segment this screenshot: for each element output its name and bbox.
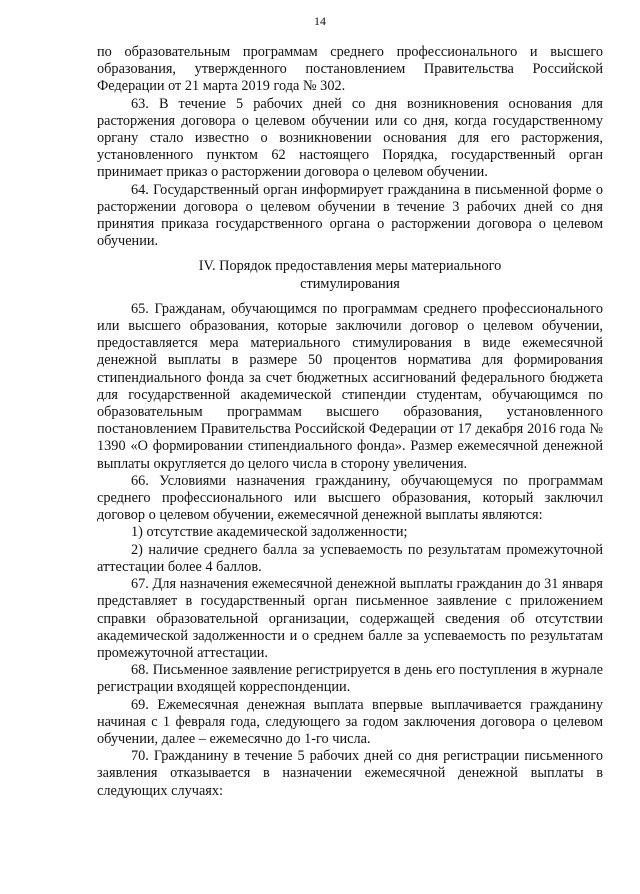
- page-number: 14: [314, 14, 326, 28]
- paragraph-68: 68. Письменное заявление регистрируется в день его поступления в журнале регистрации входящей корреспонденции.: [97, 662, 603, 696]
- list-item-2: 2) наличие среднего балла за успеваемость по результатам промежуточной аттестации более 4 баллов.: [97, 541, 603, 575]
- paragraph-64: 64. Государственный орган информирует гражданина в письменной форме о расторжении договора о целевом обучении в течение 3 рабочих дней со дня принятия приказа государственного органа о расторжении договора о целевом обучении.: [97, 181, 603, 250]
- paragraph-70: 70. Гражданину в течение 5 рабочих дней со дня регистрации письменного заявления отказывается в назначении ежемесячной денежной выплаты в следующих случаях:: [97, 748, 603, 799]
- section-heading: IV. Порядок предоставления меры материального стимулирования: [198, 258, 502, 292]
- paragraph-65: 65. Гражданам, обучающимся по программам среднего профессионального или высшего образования, которые заключили договор о целевом обучении, предоставляется мера материального стимулирования в виде ежемесячной денежной выплаты в размере 50 процентов норматива для формирования стипендиального фонда за счет бюджетных ассигнований федерального бюджета для государственной академической стипендии студентам, обучающимся по образовательным программам высшего образования, установленного постановлением Правительства Российской Федерации от 17 декабря 2016 года № 1390 «О формировании стипендиального фонда». Размер ежемесячной денежной выплаты округляется до целого числа в сторону увеличения.: [97, 300, 603, 472]
- document-body: [97, 44, 603, 800]
- paragraph-67: 67. Для назначения ежемесячной денежной выплаты гражданин до 31 января представляет в государственный орган письменное заявление с приложением справки образовательной организации, содержащей сведения об отсутствии академической задолженности и о среднем балле за успеваемость по результатам промежуточной аттестации.: [97, 576, 603, 661]
- list-item-1: 1) отсутствие академической задолженности;: [131, 524, 408, 541]
- paragraph-69: 69. Ежемесячная денежная выплата впервые выплачивается гражданину начиная с 1 февраля года, следующего за годом заключения договора о целевом обучении, далее – ежемесячно до 1-го числа.: [97, 696, 603, 747]
- paragraph-66: 66. Условиями назначения гражданину, обучающемуся по программам среднего профессионального или высшего образования, который заключил договор о целевом обучении, ежемесячной денежной выплаты являются:: [97, 472, 603, 524]
- paragraph-63: 63. В течение 5 рабочих дней со дня возникновения основания для расторжения договора о целевом обучении или со дня, когда государственному органу стало известно о возникновении основания для его расторжения, установленного пунктом 62 настоящего Порядка, государственный орган принимает приказ о расторжении договора о целевом обучении.: [97, 95, 603, 181]
- paragraph-continuation: по образовательным программам среднего профессионального и высшего образования, утвержденного постановлением Правительства Российской Федерации от 21 марта 2019 года № 302.: [97, 44, 603, 95]
